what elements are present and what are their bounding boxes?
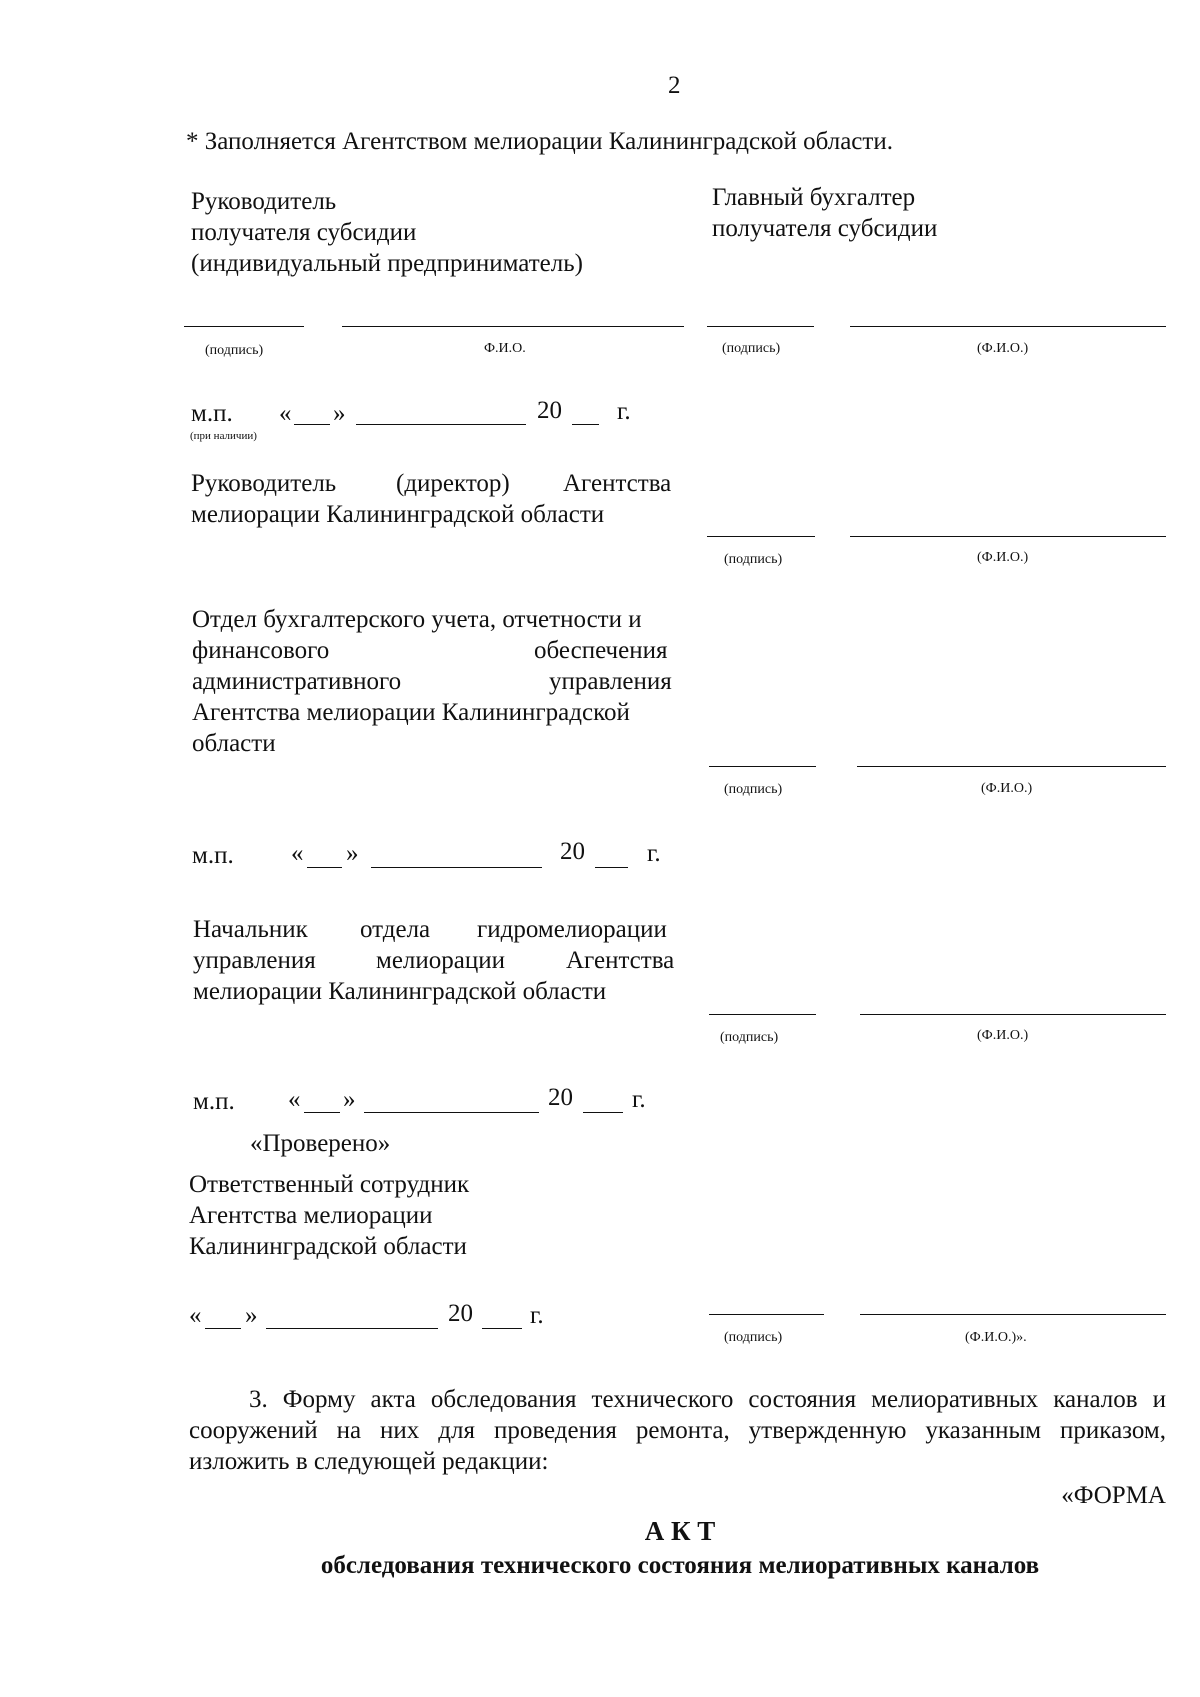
agency-head-name-line — [850, 536, 1166, 537]
responsible-name-line — [860, 1314, 1166, 1315]
responsible-signature-line — [709, 1314, 824, 1315]
footnote: * Заполняется Агентством мелиорации Калининградской области. — [186, 128, 893, 155]
close-quote: » — [343, 1086, 356, 1113]
recipient-head-line2: получателя субсидии — [191, 219, 417, 246]
recipient-head-line1: Руководитель — [191, 188, 337, 215]
year-suffix: г. — [647, 840, 661, 867]
accounting-sign-caption: (подпись) — [724, 782, 783, 797]
stamp-note: (при наличии) — [190, 430, 257, 442]
hydro-line1-w2: отдела — [360, 916, 431, 943]
day-blank — [307, 867, 342, 868]
accounting-line2-w1: финансового — [192, 637, 330, 664]
accountant-name-line — [850, 326, 1166, 327]
agency-head-line2: мелиорации Калининградской области — [191, 501, 605, 528]
year-blank — [595, 867, 628, 868]
close-quote: » — [346, 840, 359, 867]
accountant-sign-caption: (подпись) — [722, 341, 781, 356]
hydro-line2-w1: управления — [193, 947, 316, 974]
checked-label: «Проверено» — [250, 1130, 391, 1157]
agency-head-w2: (директор) — [396, 470, 510, 497]
year-blank — [572, 424, 599, 425]
open-quote: « — [291, 840, 304, 867]
open-quote: « — [279, 400, 292, 427]
stamp-place-label: м.п. — [193, 1088, 235, 1115]
responsible-name-caption: (Ф.И.О.)». — [965, 1330, 1027, 1345]
recipient-name-line — [342, 326, 684, 327]
stamp-place-label: м.п. — [191, 400, 233, 427]
stamp-place-label: м.п. — [192, 842, 234, 869]
recipient-signature-line — [184, 326, 304, 327]
year-suffix: г. — [530, 1302, 544, 1329]
agency-head-w1: Руководитель — [191, 470, 337, 497]
recipient-head-line3: (индивидуальный предприниматель) — [191, 250, 583, 277]
accounting-signature-line — [709, 766, 816, 767]
hydro-name-line — [860, 1014, 1166, 1015]
hydro-line1-w1: Начальник — [193, 916, 308, 943]
accounting-line2-w2: обеспечения — [534, 637, 668, 664]
accounting-line4: Агентства мелиорации Калининградской — [192, 699, 630, 726]
paragraph-3: 3. Форму акта обследования технического состояния мелиоративных каналов и сооружений на них для проведения ремонта, утвержденную указанным приказом, изложить в следующей редакции: — [189, 1386, 1166, 1475]
hydro-line2-w2: мелиорации — [376, 947, 506, 974]
agency-head-sign-caption: (подпись) — [724, 552, 783, 567]
accountant-name-caption: (Ф.И.О.) — [977, 341, 1029, 356]
agency-head-w3: Агентства — [563, 470, 672, 497]
hydro-line1-w3: гидромелиорации — [477, 916, 667, 943]
day-blank — [294, 424, 330, 425]
act-title: А К Т — [644, 1516, 716, 1546]
year-prefix: 20 — [537, 397, 562, 424]
year-blank — [583, 1112, 623, 1113]
chief-accountant-line1: Главный бухгалтер — [712, 184, 916, 211]
hydro-signature-line — [709, 1014, 816, 1015]
agency-head-name-caption: (Ф.И.О.) — [977, 550, 1029, 565]
year-prefix: 20 — [560, 838, 585, 865]
accounting-line5: области — [192, 730, 276, 757]
accounting-name-caption: (Ф.И.О.) — [981, 781, 1033, 796]
open-quote: « — [189, 1302, 202, 1329]
responsible-line1: Ответственный сотрудник — [189, 1171, 470, 1198]
hydro-sign-caption: (подпись) — [720, 1030, 779, 1045]
hydro-name-caption: (Ф.И.О.) — [977, 1028, 1029, 1043]
hydro-line2-w3: Агентства — [566, 947, 675, 974]
year-prefix: 20 — [448, 1300, 473, 1327]
close-quote: » — [245, 1302, 258, 1329]
agency-head-signature-line — [707, 536, 815, 537]
year-blank — [482, 1328, 522, 1329]
year-suffix: г. — [617, 398, 631, 425]
month-blank — [266, 1328, 438, 1329]
year-prefix: 20 — [548, 1084, 573, 1111]
responsible-sign-caption: (подпись) — [724, 1330, 783, 1345]
day-blank — [205, 1328, 241, 1329]
recipient-name-caption: Ф.И.О. — [484, 341, 526, 356]
forma-label: «ФОРМА — [1061, 1482, 1166, 1509]
year-suffix: г. — [632, 1086, 646, 1113]
open-quote: « — [288, 1086, 301, 1113]
accounting-name-line — [857, 766, 1166, 767]
hydro-line3: мелиорации Калининградской области — [193, 978, 607, 1005]
month-blank — [364, 1112, 539, 1113]
accounting-line3-w2: управления — [549, 668, 672, 695]
act-subtitle: обследования технического состояния мелиоративных каналов — [320, 1552, 1040, 1579]
accounting-line3-w1: административного — [192, 668, 402, 695]
month-blank — [371, 867, 542, 868]
responsible-line3: Калининградской области — [189, 1233, 467, 1260]
month-blank — [356, 424, 526, 425]
recipient-sign-caption: (подпись) — [205, 343, 264, 358]
day-blank — [304, 1112, 340, 1113]
close-quote: » — [333, 400, 346, 427]
page-number: 2 — [668, 72, 681, 99]
responsible-line2: Агентства мелиорации — [189, 1202, 433, 1229]
chief-accountant-line2: получателя субсидии — [712, 215, 938, 242]
accounting-line1: Отдел бухгалтерского учета, отчетности и — [192, 606, 642, 633]
accountant-signature-line — [707, 326, 814, 327]
